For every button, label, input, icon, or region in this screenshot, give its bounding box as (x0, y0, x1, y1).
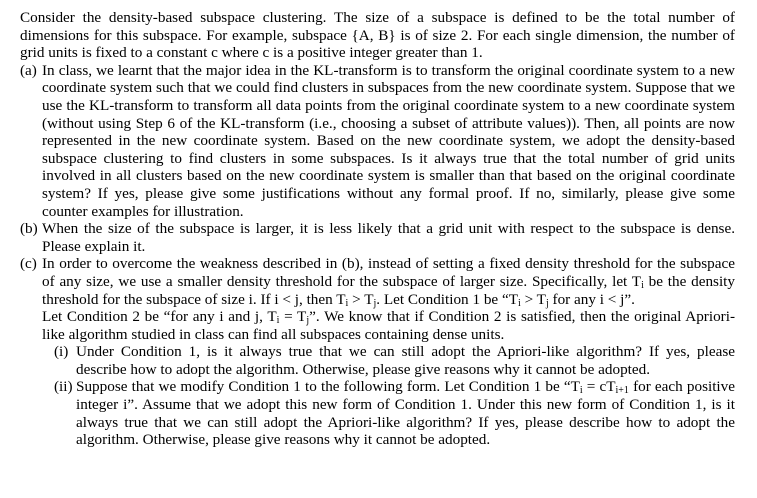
subscript-i: i (345, 297, 349, 309)
part-c-label: (c) (20, 255, 37, 273)
subscript-j: j (373, 297, 377, 309)
condition-2-paragraph (20, 308, 735, 343)
part-c-text-3: > T (348, 290, 374, 308)
part-c-text-6: for any i < j”. (548, 290, 635, 308)
part-b-label: (b) (20, 220, 38, 238)
sub-item-i-text: Under Condition 1, is it always true that we can still adopt the Apriori-like algorithm? If yes, please describe how to adopt the algorithm. Otherwise, please give reasons why it cannot be adopted. (76, 343, 735, 378)
part-c-text-5: > T (520, 290, 546, 308)
subscript-j: j (545, 297, 549, 309)
sub-item-ii (20, 378, 735, 448)
subscript-i-plus-1: i+1 (615, 385, 629, 397)
subscript-i: i (641, 279, 644, 291)
part-c-text-1: In order to overcome the weakness described in (b), instead of setting a fixed density threshold for the subspace of any size, we use a smaller density threshold for the subspace of larger size. Specifically, let T (42, 255, 735, 290)
cond2-text-2: = T (279, 308, 307, 326)
subscript-i: i (518, 297, 521, 309)
part-c (20, 255, 735, 308)
sub-item-i-label: (i) (54, 343, 69, 361)
cond2-text-1: Let Condition 2 be “for any i and j, T (42, 308, 277, 326)
part-a (20, 62, 735, 220)
question-document (20, 9, 735, 449)
part-b-text: When the size of the subspace is larger, it is less likely that a grid unit with respect to the subspace is dense. Please explain it. (42, 220, 735, 255)
part-a-text: In class, we learnt that the major idea in the KL-transform is to transform the original coordinate system to a new coordinate system such that we could find clusters in subspaces from the new coordinate system. Suppose that we use the KL-transform to transform all data points from the original coordinate system to a new coordinate system (without using Step 6 of the KL-transform (i.e., choosing a subset of attribute values)). Then, all points are now represented in the new coordinate system. Based on the new coordinate system, we adopt the density-based subspace clustering to find clusters in some subspaces. Is it always true that the total number of grid units involved in all clusters based on the new coordinate system is smaller than that based on the original coordinate system? If yes, please give some justifications without any formal proof. If no, similarly, please give some counter examples for illustration. (42, 61, 735, 220)
intro-paragraph: Consider the density-based subspace clustering. The size of a subspace is defined to be the total number of dimensions for this subspace. For example, subspace {A, B} is of size 2. For each single dimension, the number of grid units is fixed to a constant c where c is a positive integer greater than 1. (20, 9, 735, 62)
part-c-text-2: be the density threshold for the subspace of size i. If i < j, then T (42, 272, 735, 308)
part-c-text-4: . Let Condition 1 be “T (376, 290, 518, 308)
part-a-label: (a) (20, 61, 37, 79)
sub-item-ii-text-1: Suppose that we modify Condition 1 to the following form. Let Condition 1 be “T (76, 378, 580, 396)
subscript-i: i (579, 385, 583, 397)
sub-item-ii-label: (ii) (54, 378, 73, 396)
subscript-j: j (306, 315, 310, 327)
part-b (20, 220, 735, 255)
subscript-i: i (276, 315, 280, 327)
sub-item-ii-text-2: = cT (582, 378, 616, 396)
sub-item-i (20, 343, 735, 378)
sub-item-ii-text-3: for each positive integer i”. Assume that we adopt this new form of Condition 1. Under this new form of Condition 1, is it always true that we can still adopt the Apriori-like algorithm? If yes, please describe how to adopt the algorithm. Otherwise, please give reasons why it cannot be adopted. (76, 378, 735, 449)
cond2-text-3: ”. We know that if Condition 2 is satisfied, then the original Apriori-like algorithm studied in class can find all subspaces containing dense units. (42, 308, 735, 343)
